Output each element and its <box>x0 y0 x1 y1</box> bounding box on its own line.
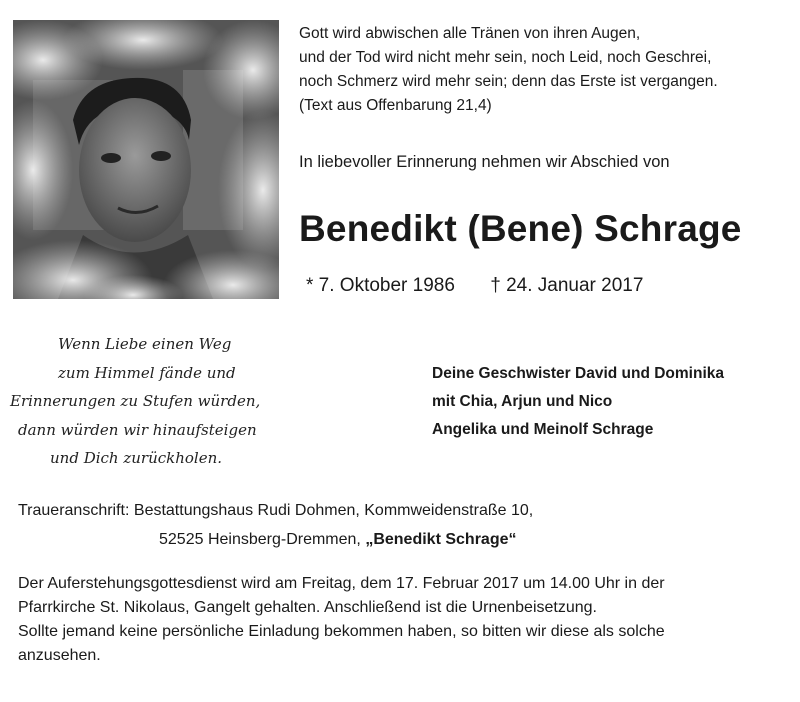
deceased-name: Benedikt (Bene) Schrage <box>299 208 742 249</box>
notice-line: Pfarrkirche St. Nikolaus, Gangelt gehalten. Anschließend ist die Urnenbeisetzung. <box>18 599 597 616</box>
intro-text: In liebevoller Erinnerung nehmen wir Abschied von <box>299 153 670 171</box>
poem-line: Wenn Liebe einen Weg <box>58 335 232 353</box>
address-city: 52525 Heinsberg-Dremmen, <box>159 531 366 548</box>
poem-line: zum Himmel fände und <box>58 363 236 382</box>
portrait-photo <box>13 20 279 299</box>
family-line: Angelika und Meinolf Schrage <box>432 421 654 438</box>
life-dates <box>306 275 643 297</box>
family-signatures <box>432 360 724 444</box>
handwritten-poem <box>10 330 310 473</box>
family-line: Deine Geschwister David und Dominika <box>432 365 724 382</box>
birth-date: * 7. Oktober 1986 <box>306 275 455 296</box>
poem-line: dann würden wir hinaufsteigen <box>18 420 257 439</box>
verse-citation: (Text aus Offenbarung 21,4) <box>299 97 492 114</box>
address-recipient: „Benedikt Schrage“ <box>365 531 517 548</box>
poem-line: Erinnerungen zu Stufen würden, <box>10 392 261 410</box>
notice-line: Sollte jemand keine persönliche Einladung bekommen haben, so bitten wir diese als solche <box>18 623 665 640</box>
verse-line: noch Schmerz wird mehr sein; denn das Erste ist vergangen. <box>299 73 718 90</box>
address-line <box>18 525 533 554</box>
death-date: † 24. Januar 2017 <box>490 275 644 296</box>
notice-line: Der Auferstehungsgottesdienst wird am Freitag, dem 17. Februar 2017 um 14.00 Uhr in der <box>18 575 665 592</box>
address-line: Traueranschrift: Bestattungshaus Rudi Dohmen, Kommweidenstraße 10, <box>18 502 534 519</box>
family-line: mit Chia, Arjun und Nico <box>432 393 613 410</box>
poem-line: und Dich zurückholen. <box>50 449 223 467</box>
notice-line: anzusehen. <box>18 647 101 664</box>
mourning-address <box>18 496 533 554</box>
bible-verse <box>299 22 789 118</box>
verse-line: und der Tod wird nicht mehr sein, noch Leid, noch Geschrei, <box>299 49 712 66</box>
verse-line: Gott wird abwischen alle Tränen von ihren Augen, <box>299 25 641 42</box>
service-notice <box>18 572 793 668</box>
